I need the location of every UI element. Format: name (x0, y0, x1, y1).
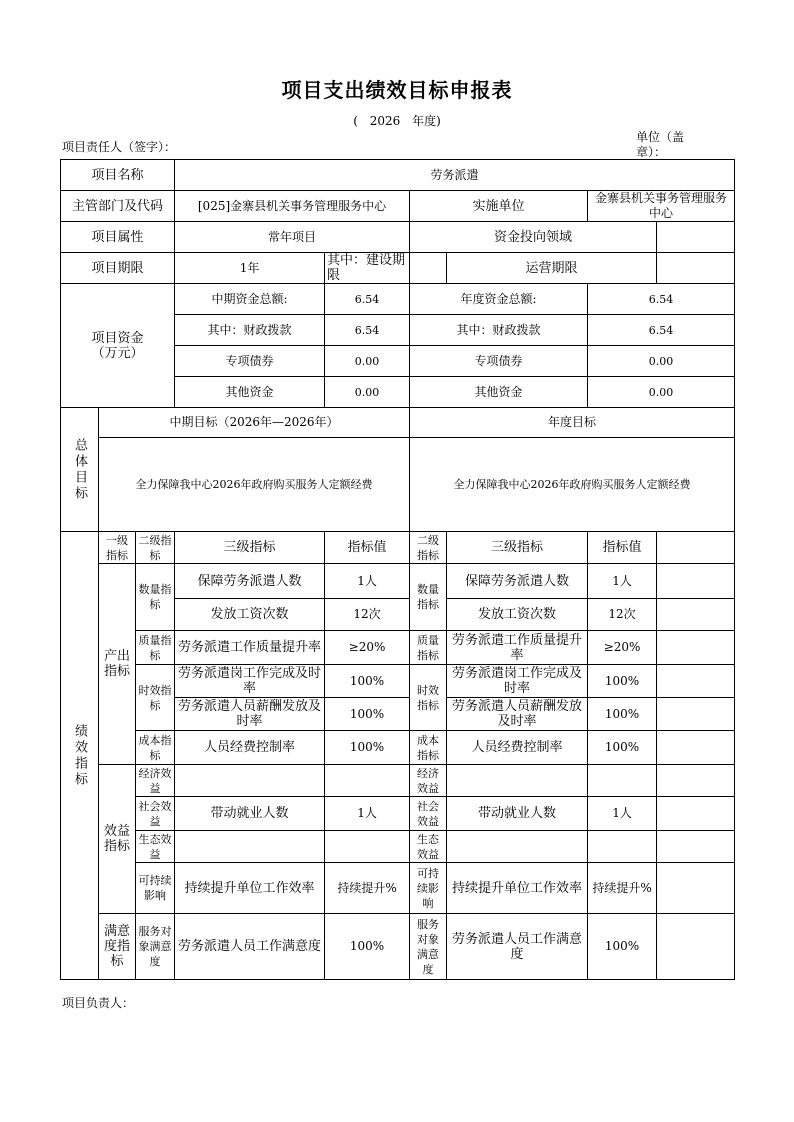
label-service-sat-mid: 服务对象满意度 (136, 914, 175, 980)
label-service-sat-year: 服务对象满意度 (410, 914, 447, 980)
row10-year-val: 100% (588, 914, 657, 980)
label-timeliness-mid: 时效指标 (136, 665, 175, 731)
year-value: 2026 (369, 114, 401, 128)
mid-goal-text: 全力保障我中心2026年政府购买服务人定额经费 (99, 438, 410, 532)
value-year-bond: 0.00 (588, 346, 735, 377)
label-build-period: 其中：建设期限 (325, 253, 410, 284)
row9-year-name: 持续提升单位工作效率 (447, 863, 588, 914)
label-quality-mid: 质量指标 (136, 631, 175, 665)
header-extra (657, 532, 735, 564)
header-l3-mid: 三级指标 (175, 532, 325, 564)
label-social-mid: 社会效益 (136, 797, 175, 831)
value-impl-unit: 金寨县机关事务管理服务中心 (588, 191, 735, 222)
row6-mid-name (175, 765, 325, 797)
row1-year-val: 12次 (588, 599, 657, 631)
year-goal-text: 全力保障我中心2026年政府购买服务人定额经费 (410, 438, 735, 532)
value-dept: [025]金寨县机关事务管理服务中心 (175, 191, 410, 222)
row3-mid-name: 劳务派遣岗工作完成及时率 (175, 665, 325, 698)
row8-mid-name (175, 831, 325, 863)
row10-mid-val: 100% (325, 914, 410, 980)
row9-year-val: 持续提升% (588, 863, 657, 914)
row0-mid-val: 1人 (325, 564, 410, 599)
row6-mid-val (325, 765, 410, 797)
row3-mid-val: 100% (325, 665, 410, 698)
label-ecological-mid: 生态效益 (136, 831, 175, 863)
value-fund-area (657, 222, 735, 253)
label-satisfaction: 满意度指标 (99, 914, 136, 980)
label-benefit: 效益指标 (99, 765, 136, 914)
row8-year-val (588, 831, 657, 863)
row2-mid-name: 劳务派遣工作质量提升率 (175, 631, 325, 665)
row0-year-name: 保障劳务派遣人数 (447, 564, 588, 599)
header-l1: 一级指标 (99, 532, 136, 564)
label-year-goal: 年度目标 (410, 408, 735, 438)
footer-responsible-label: 项目负责人： (62, 996, 135, 1010)
performance-form-table (60, 159, 735, 980)
year-line (0, 112, 794, 129)
label-quantity-mid: 数量指标 (136, 564, 175, 631)
label-performance: 绩效指标 (61, 532, 99, 980)
label-overall-goal: 总体目标 (61, 408, 99, 532)
value-mid-fiscal: 6.54 (325, 315, 410, 346)
row6-extra (657, 765, 735, 797)
value-period: 1年 (175, 253, 325, 284)
label-impl-unit: 实施单位 (410, 191, 588, 222)
value-project-name: 劳务派遣 (175, 160, 735, 191)
label-economic-mid: 经济效益 (136, 765, 175, 797)
row2-extra (657, 631, 735, 665)
row10-mid-name: 劳务派遣人员工作满意度 (175, 914, 325, 980)
value-mid-bond: 0.00 (325, 346, 410, 377)
row5-mid-name: 人员经费控制率 (175, 731, 325, 765)
row0-year-val: 1人 (588, 564, 657, 599)
row7-year-name: 带动就业人数 (447, 797, 588, 831)
label-economic-year: 经济效益 (410, 765, 447, 797)
row0-mid-name: 保障劳务派遣人数 (175, 564, 325, 599)
row8-extra (657, 831, 735, 863)
label-mid-total: 中期资金总额: (175, 284, 325, 315)
label-sustain-year: 可持续影响 (410, 863, 447, 914)
label-mid-bond: 专项债券 (175, 346, 325, 377)
label-dept: 主管部门及代码 (61, 191, 175, 222)
row0-extra (657, 564, 735, 599)
row4-mid-name: 劳务派遣人员薪酬发放及时率 (175, 698, 325, 731)
row1-mid-name: 发放工资次数 (175, 599, 325, 631)
row2-mid-val: ≥20% (325, 631, 410, 665)
value-mid-other: 0.00 (325, 377, 410, 408)
label-year-bond: 专项债券 (410, 346, 588, 377)
row9-extra (657, 863, 735, 914)
label-cost-mid: 成本指标 (136, 731, 175, 765)
row9-mid-name: 持续提升单位工作效率 (175, 863, 325, 914)
label-year-other: 其他资金 (410, 377, 588, 408)
label-year-total: 年度资金总额: (410, 284, 588, 315)
label-op-period: 运营期限 (447, 253, 657, 284)
label-project-name: 项目名称 (61, 160, 175, 191)
year-close: 年度) (412, 114, 441, 128)
label-mid-fiscal: 其中：财政拨款 (175, 315, 325, 346)
row8-mid-val (325, 831, 410, 863)
row9-mid-val: 持续提升% (325, 863, 410, 914)
row4-year-val: 100% (588, 698, 657, 731)
row7-mid-name: 带动就业人数 (175, 797, 325, 831)
value-op-period (657, 253, 735, 284)
label-mid-other: 其他资金 (175, 377, 325, 408)
row8-year-name (447, 831, 588, 863)
row5-year-val: 100% (588, 731, 657, 765)
row2-year-val: ≥20% (588, 631, 657, 665)
header-l2-mid: 二级指标 (136, 532, 175, 564)
row6-year-val (588, 765, 657, 797)
value-attr: 常年项目 (175, 222, 410, 253)
value-year-total: 6.54 (588, 284, 735, 315)
label-ecological-year: 生态效益 (410, 831, 447, 863)
label-attr: 项目属性 (61, 222, 175, 253)
value-year-fiscal: 6.54 (588, 315, 735, 346)
row6-year-name (447, 765, 588, 797)
label-year-fiscal: 其中：财政拨款 (410, 315, 588, 346)
header-val-mid: 指标值 (325, 532, 410, 564)
unit-stamp-label: 单位（盖章）： (636, 130, 685, 159)
row1-mid-val: 12次 (325, 599, 410, 631)
row3-year-val: 100% (588, 665, 657, 698)
row7-mid-val: 1人 (325, 797, 410, 831)
label-sustain-mid: 可持续影响 (136, 863, 175, 914)
row1-year-name: 发放工资次数 (447, 599, 588, 631)
label-social-year: 社会效益 (410, 797, 447, 831)
row10-extra (657, 914, 735, 980)
row4-year-name: 劳务派遣人员薪酬发放及时率 (447, 698, 588, 731)
row7-extra (657, 797, 735, 831)
label-mid-goal: 中期目标（2026年—2026年） (99, 408, 410, 438)
row3-year-name: 劳务派遣岗工作完成及时率 (447, 665, 588, 698)
row10-year-name: 劳务派遣人员工作满意度 (447, 914, 588, 980)
year-open: ( (353, 114, 358, 128)
value-build-period (410, 253, 447, 284)
label-cost-year: 成本指标 (410, 731, 447, 765)
row5-mid-val: 100% (325, 731, 410, 765)
row5-year-name: 人员经费控制率 (447, 731, 588, 765)
label-timeliness-year: 时效指标 (410, 665, 447, 731)
row2-year-name: 劳务派遣工作质量提升率 (447, 631, 588, 665)
value-year-other: 0.00 (588, 377, 735, 408)
row4-extra (657, 698, 735, 731)
label-output: 产出指标 (99, 564, 136, 765)
form-title: 项目支出绩效目标申报表 (281, 78, 513, 102)
row1-extra (657, 599, 735, 631)
row7-year-val: 1人 (588, 797, 657, 831)
row3-extra (657, 665, 735, 698)
label-quantity-year: 数量指标 (410, 564, 447, 631)
header-val-year: 指标值 (588, 532, 657, 564)
header-l2-year: 二级指标 (410, 532, 447, 564)
label-period: 项目期限 (61, 253, 175, 284)
responsible-signature-label: 项目责任人（签字）： (62, 140, 177, 154)
value-mid-total: 6.54 (325, 284, 410, 315)
label-quality-year: 质量指标 (410, 631, 447, 665)
label-fund-area: 资金投向领域 (410, 222, 657, 253)
row5-extra (657, 731, 735, 765)
row4-mid-val: 100% (325, 698, 410, 731)
label-funds: 项目资金 （万元） (61, 284, 175, 408)
header-l3-year: 三级指标 (447, 532, 588, 564)
